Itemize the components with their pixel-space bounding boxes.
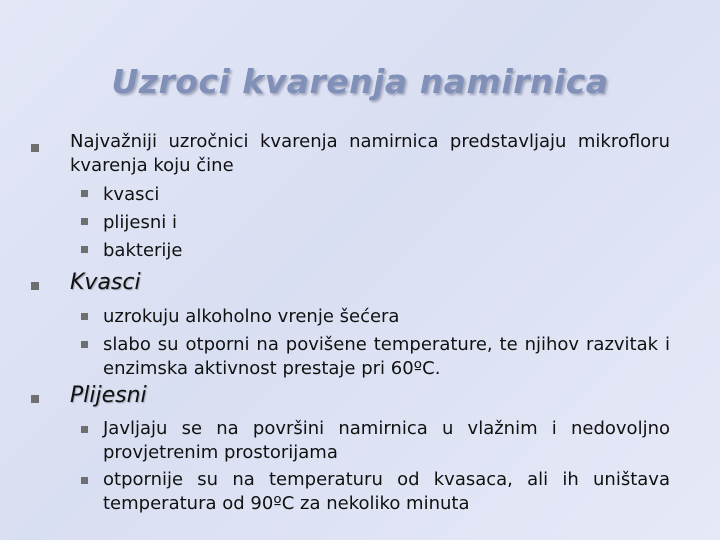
point-1-text: Najvažniji uzročnici kvarenja namirnica predstavljaju mikrofloru kvarenja koju čine xyxy=(70,131,670,176)
bullet-square-icon xyxy=(81,341,88,348)
list-item: uzrokuju alkoholno vrenje šećera xyxy=(103,306,400,327)
bullet-square-icon xyxy=(81,313,88,320)
section-heading-plijesni: Plijesni xyxy=(70,383,147,408)
bullet-square-icon xyxy=(81,477,88,484)
bullet-square-icon xyxy=(81,246,88,253)
slide-title: Uzroci kvarenja namirnica xyxy=(111,62,609,101)
list-item: Javljaju se na površini namirnica u vlažnim i nedovoljno provjetrenim prostorijama xyxy=(103,418,670,463)
list-item: slabo su otporni na povišene temperature, te njihov razvitak i enzimska aktivnost prestaje pri 60ºC. xyxy=(103,334,670,379)
bullet-square-icon xyxy=(31,395,39,403)
bullet-square-icon xyxy=(81,190,88,197)
bullet-square-icon xyxy=(31,144,39,152)
list-item: otpornije su na temperaturu od kvasaca, ali ih uništava temperatura od 90ºC za nekoliko minuta xyxy=(103,469,670,514)
list-item: bakterije xyxy=(103,240,183,261)
bullet-square-icon xyxy=(81,426,88,433)
list-item: kvasci xyxy=(103,184,160,205)
bullet-square-icon xyxy=(81,218,88,225)
bullet-square-icon xyxy=(31,282,39,290)
list-item: plijesni i xyxy=(103,212,178,233)
section-heading-kvasci: Kvasci xyxy=(70,270,141,295)
